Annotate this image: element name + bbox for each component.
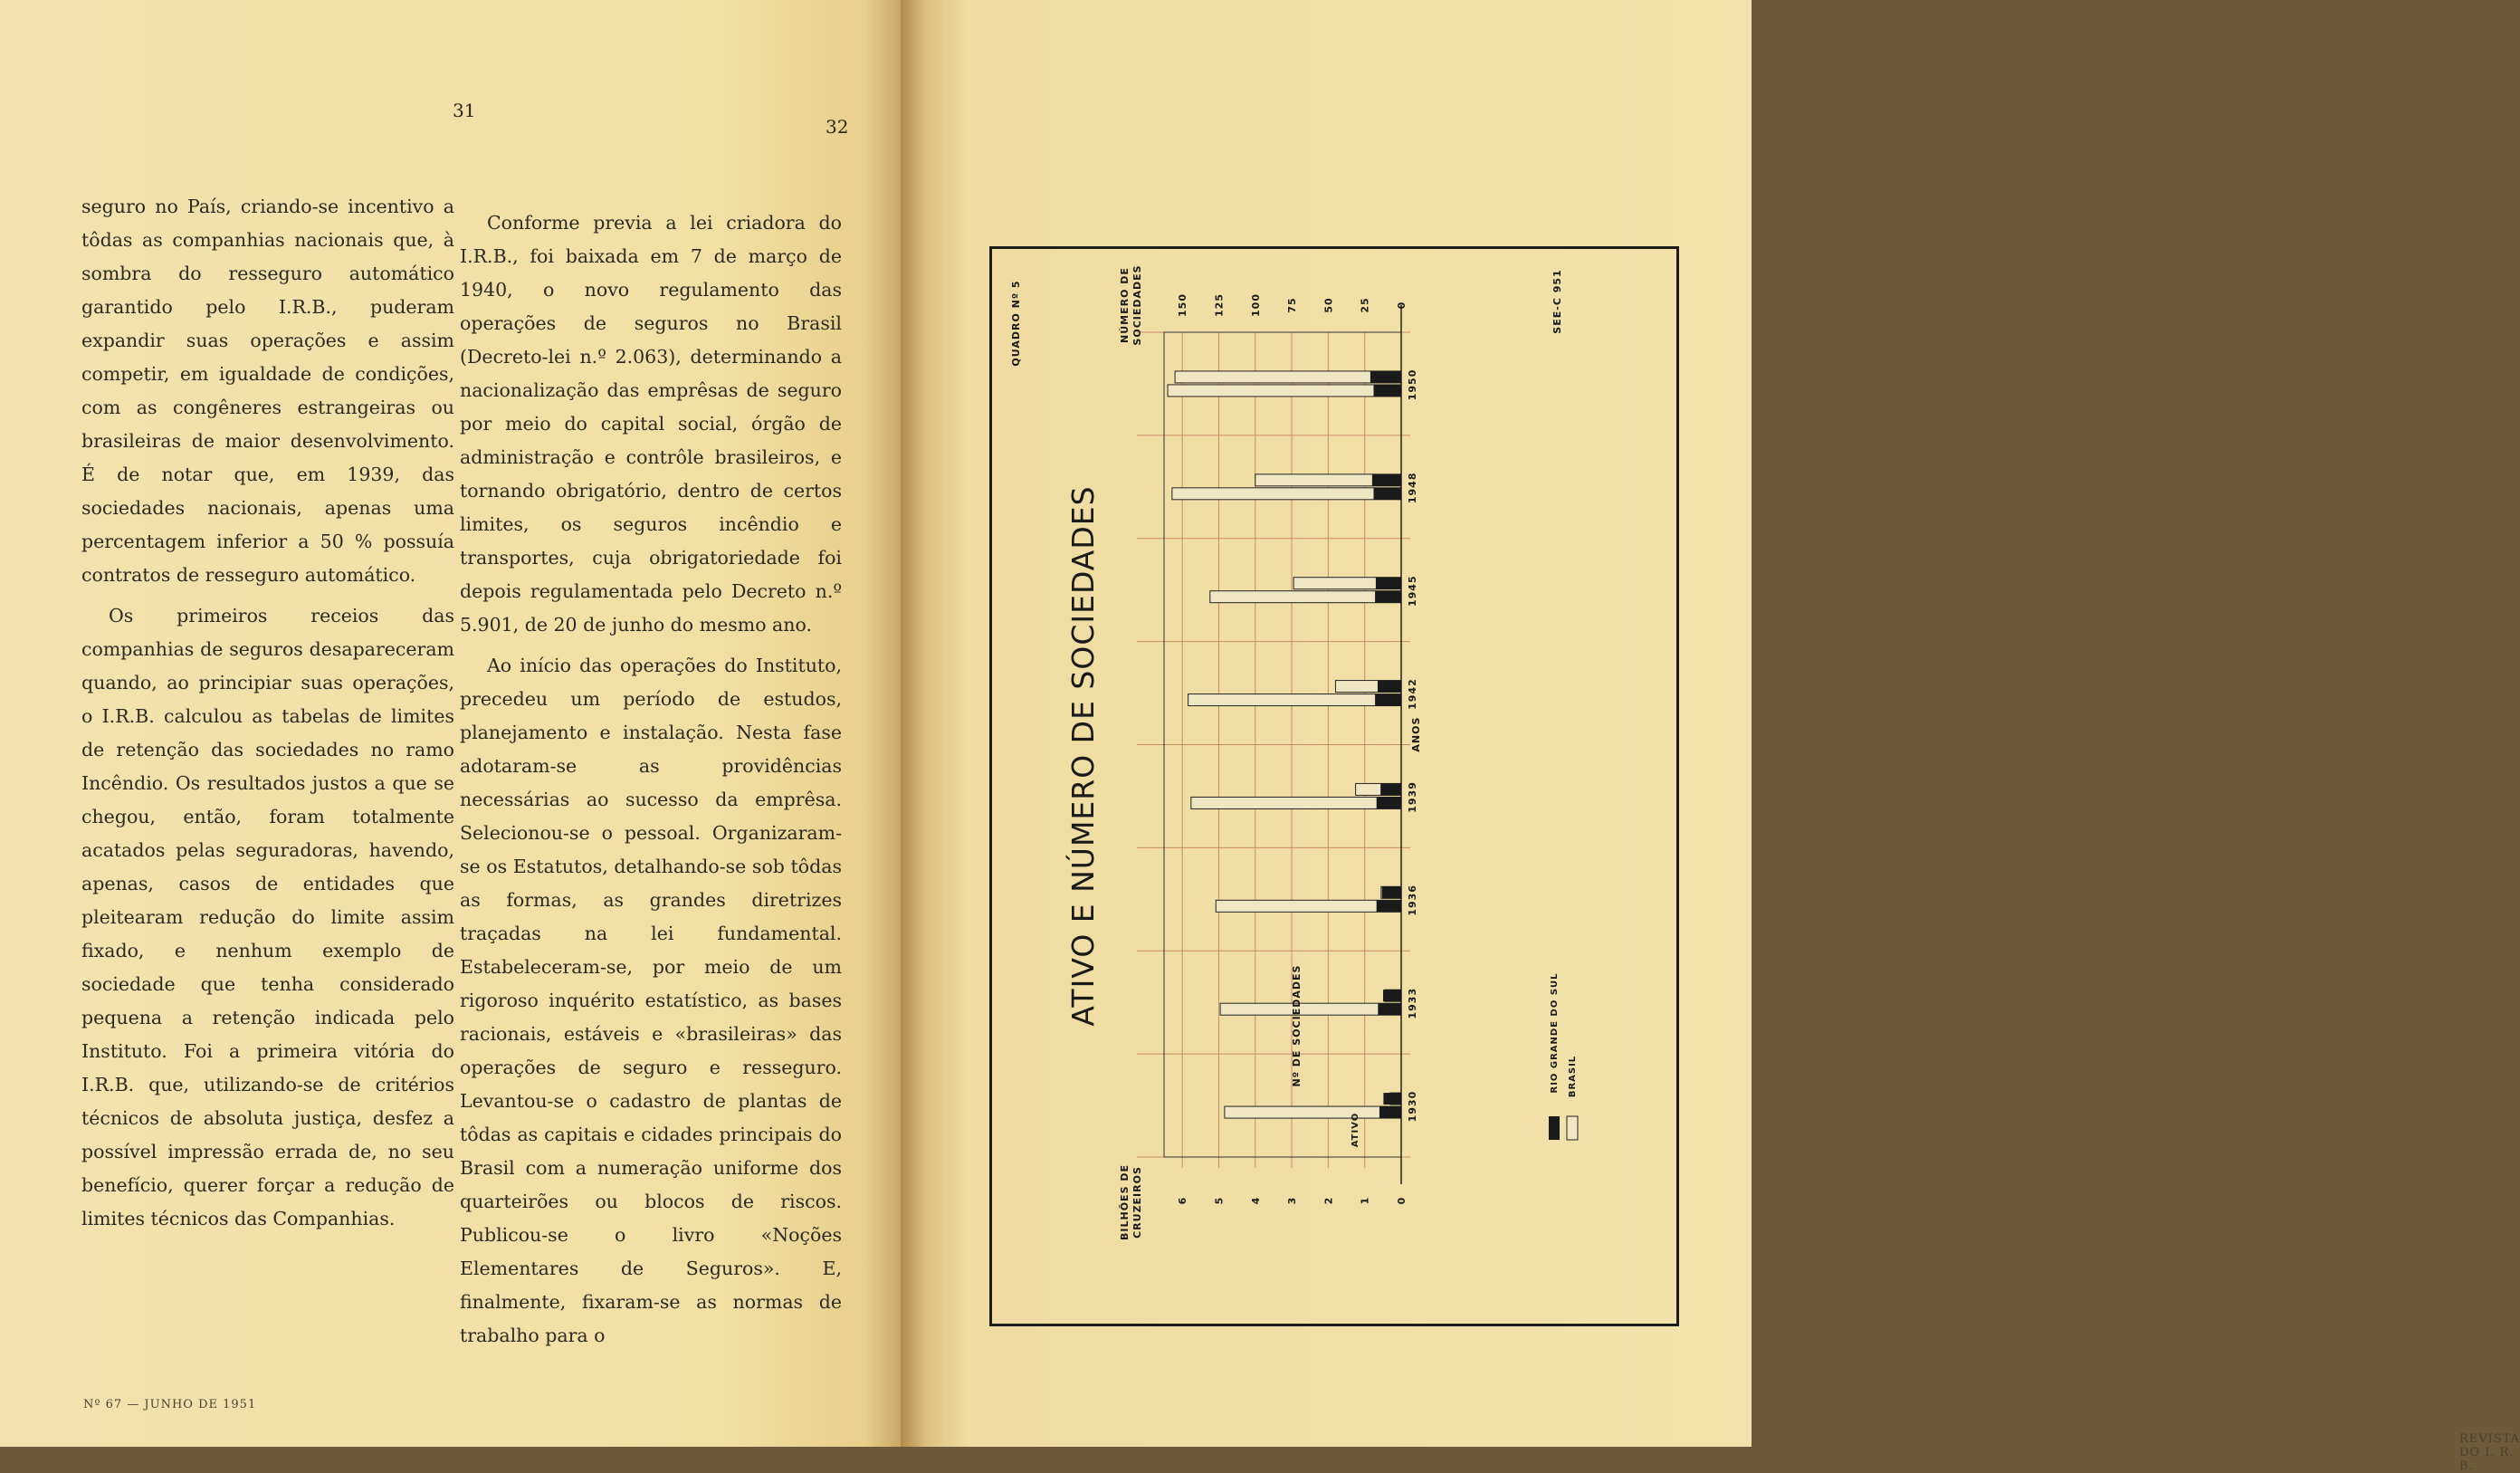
bar-rgs-sociedades (1375, 694, 1401, 706)
bar-rgs-sociedades (1375, 591, 1401, 603)
right-axis-label-line1: NÚMERO DE (1119, 267, 1131, 343)
right-axis-label-line2: SOCIEDADES (1131, 264, 1143, 346)
left-axis-tick: 2 (1322, 1196, 1335, 1205)
bar-rgs-ativo (1383, 1093, 1401, 1105)
bar-rgs-ativo (1382, 886, 1401, 898)
chart-title: ATIVO E NÚMERO DE SOCIEDADES (1065, 485, 1101, 1027)
annotation-sociedades: Nº DE SOCIEDADES (1291, 964, 1303, 1087)
left-axis-tick: 4 (1249, 1196, 1262, 1205)
category-label: 1933 (1407, 987, 1418, 1019)
left-page (0, 0, 901, 1447)
paragraph: Ao início das operações do Instituto, precedeu um período de estudos, planejamento e instalação. Nesta fase adotaram-se as providências necessárias ao sucesso da emprêsa. Selecionou-se o pessoal. Organizaram-se os Estatutos, detalhando-se sob tôdas as formas, as grandes diretrizes traçadas na lei fundamental. Estabeleceram-se, por meio de um rigoroso inquérito estatístico, as bases racionais, estáveis e «brasileiras» das operações de seguro e resseguro. Levantou-se o cadastro de plantas de tôdas as capitais e cidades principais do Brasil com a numeração uniforme dos quarteirões ou blocos de riscos. Publicou-se o livro «Noções Elementares de Seguros». E, finalmente, fixaram-se as normas de trabalho para o (460, 655, 842, 1346)
page-footer: Nº 67 — JUNHO DE 1951 (83, 1398, 257, 1411)
page-footer-right: REVISTA DO I. R. B. (2459, 1432, 2520, 1473)
bar-brasil-sociedades (1225, 1106, 1401, 1118)
bar-rgs-ativo (1376, 578, 1401, 589)
category-label: 1948 (1407, 472, 1418, 504)
left-axis-tick: 0 (1396, 1196, 1408, 1205)
bar-rgs-sociedades (1377, 900, 1401, 912)
annotation-ativo: ATIVO (1351, 1112, 1360, 1148)
bar-brasil-sociedades (1188, 694, 1401, 706)
left-axis-tick: 6 (1177, 1196, 1189, 1205)
legend-label-rgs: RIO GRANDE DO SUL (1550, 972, 1560, 1094)
category-label: 1950 (1407, 368, 1418, 401)
legend-label-brasil: BRASIL (1568, 1055, 1578, 1098)
legend-swatch-brasil (1567, 1116, 1578, 1140)
bar-rgs-ativo (1380, 783, 1401, 795)
bar-rgs-sociedades (1378, 1003, 1401, 1015)
category-label: 1942 (1407, 678, 1418, 710)
right-axis-tick: 100 (1249, 293, 1262, 317)
page-number-32: 32 (826, 116, 849, 138)
bar-brasil-sociedades (1168, 385, 1401, 397)
category-label: 1936 (1407, 885, 1418, 916)
panel-label: QUADRO Nº 5 (1010, 280, 1022, 367)
paragraph: Conforme previa a lei criadora do I.R.B., foi baixada em 7 de março de 1940, o novo regulamento das operações de seguros no Brasil (Decreto-lei n.º 2.063), determinando a nacionalização das emprêsas de seguro por meio do capital social, órgão de administração e contrôle brasileiros, e tornando obrigatório, dentro de certos limites, os seguros incêndio e transportes, cuja obrigatoriedade foi depois regulamentada pelo Decreto n.º 5.901, de 20 de junho do mesmo ano. (460, 212, 842, 636)
bar-brasil-sociedades (1220, 1003, 1401, 1015)
text-column-2 (460, 206, 842, 1353)
bar-brasil-ativo (1175, 371, 1401, 383)
left-axis-tick: 5 (1213, 1196, 1226, 1205)
bar-brasil-sociedades (1172, 488, 1401, 500)
bar-rgs-sociedades (1373, 488, 1401, 500)
bar-brasil-sociedades (1210, 591, 1401, 603)
chart-svg (992, 249, 1676, 1324)
page-number-31: 31 (453, 100, 476, 121)
category-label: 1939 (1407, 781, 1418, 813)
category-label: 1930 (1407, 1090, 1418, 1123)
right-axis-tick: 125 (1213, 293, 1226, 317)
paragraph: Os primeiros receios das companhias de seguros desapareceram quando, ao principiar suas operações, o I.R.B. calculou as tabelas de limites de retenção das sociedades no ramo Incêndio. Os resultados justos a que se chegou, então, foram totalmente acatados pelas seguradoras, havendo, apenas, casos de entidades que pleitearam redução do limite assim fixado, e nenhum exemplo de sociedade que tenha considerado pequena a retenção indicada pelo Instituto. Foi a primeira vitória do I.R.B. que, utilizando-se de critérios técnicos de absoluta justiça, desfez a possível impressão errada de, no seu benefício, querer forçar a redução de limites técnicos das Companhias. (81, 605, 454, 1229)
category-label: 1945 (1407, 575, 1418, 607)
left-axis-tick: 1 (1359, 1196, 1371, 1205)
bar-rgs-ativo (1372, 474, 1401, 486)
bar-rgs-sociedades (1373, 385, 1401, 397)
left-axis-label-line2: CRUZEIROS (1131, 1166, 1143, 1239)
bar-rgs-ativo (1378, 681, 1401, 693)
bar-rgs-sociedades (1379, 1106, 1401, 1118)
text-column-1 (81, 190, 454, 1236)
bar-rgs-ativo (1383, 990, 1401, 1001)
bar-brasil-sociedades (1216, 900, 1401, 912)
left-axis-label-line1: BILHÕES DE (1119, 1164, 1131, 1240)
chart-frame (989, 246, 1679, 1326)
bar-rgs-sociedades (1377, 797, 1401, 808)
left-axis-tick: 3 (1286, 1196, 1299, 1205)
right-axis-tick: 150 (1177, 293, 1189, 317)
right-axis-tick: 0 (1396, 301, 1408, 310)
right-axis-tick: 75 (1286, 297, 1299, 313)
legend-swatch-rgs (1549, 1116, 1560, 1140)
right-axis-tick: 25 (1359, 297, 1371, 313)
right-axis-tick: 50 (1322, 297, 1335, 313)
x-axis-label: ANOS (1410, 716, 1422, 752)
chart-code: SEE-C 951 (1551, 269, 1563, 334)
bar-brasil-sociedades (1191, 797, 1401, 808)
bar-rgs-ativo (1370, 371, 1401, 383)
paragraph: seguro no País, criando-se incentivo a tôdas as companhias nacionais que, à sombra do resseguro automático garantido pelo I.R.B., puderam expandir suas operações e assim competir, em igualdade de condições, com as congêneres estrangeiras ou brasileiras de maior desenvolvimento. É de notar que, em 1939, das sociedades nacionais, apenas uma percentagem inferior a 50 % possuía contratos de resseguro automático. (81, 196, 454, 586)
